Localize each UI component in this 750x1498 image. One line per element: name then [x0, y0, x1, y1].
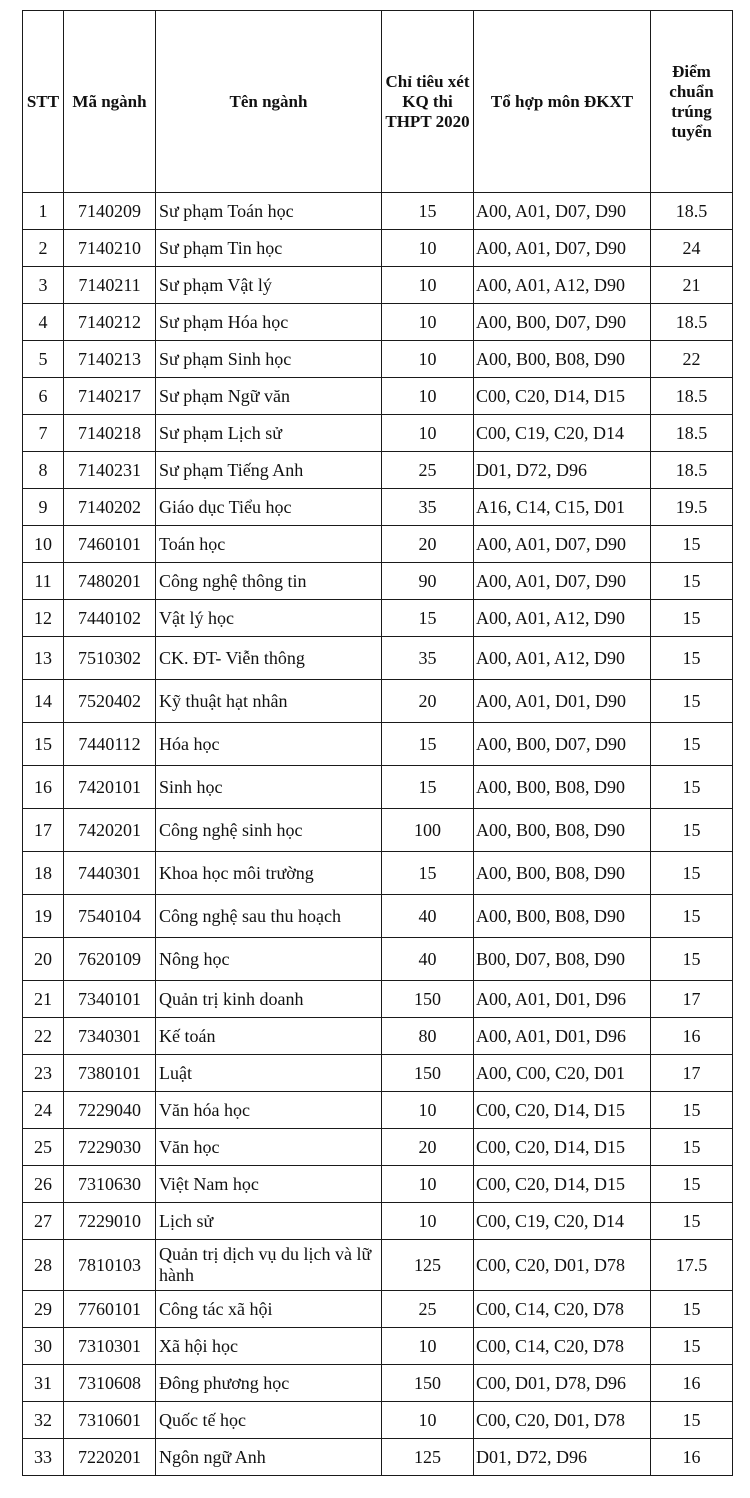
table-row — [23, 1092, 733, 1129]
cell-code: 7229030 — [64, 1129, 156, 1166]
cell-score: 15 — [651, 766, 733, 809]
cell-combo: C00, C14, C20, D78 — [474, 1328, 651, 1365]
cell-score: 17.5 — [651, 1240, 733, 1291]
table-row — [23, 938, 733, 981]
header-quota: Chỉ tiêu xét KQ thi THPT 2020 — [382, 11, 474, 193]
cell-name: Sư phạm Lịch sử — [156, 415, 382, 452]
table-row — [23, 1240, 733, 1291]
table-row — [23, 193, 733, 230]
cell-stt: 5 — [23, 341, 64, 378]
table-row — [23, 378, 733, 415]
table-row — [23, 267, 733, 304]
cell-name: Sư phạm Ngữ văn — [156, 378, 382, 415]
table-row — [23, 723, 733, 766]
cell-score: 15 — [651, 1291, 733, 1328]
cell-code: 7220201 — [64, 1439, 156, 1476]
cell-name: Nông học — [156, 938, 382, 981]
cell-stt: 22 — [23, 1018, 64, 1055]
cell-score: 15 — [651, 809, 733, 852]
cell-stt: 7 — [23, 415, 64, 452]
cell-quota: 90 — [382, 563, 474, 600]
cell-code: 7440112 — [64, 723, 156, 766]
cell-score: 24 — [651, 230, 733, 267]
cell-combo: A00, A01, A12, D90 — [474, 637, 651, 680]
cell-stt: 17 — [23, 809, 64, 852]
admission-score-table — [22, 10, 733, 1476]
cell-combo: A00, C00, C20, D01 — [474, 1055, 651, 1092]
cell-score: 15 — [651, 938, 733, 981]
cell-score: 15 — [651, 895, 733, 938]
cell-combo: A00, B00, D07, D90 — [474, 304, 651, 341]
table-row — [23, 341, 733, 378]
cell-stt: 16 — [23, 766, 64, 809]
cell-score: 18.5 — [651, 193, 733, 230]
cell-code: 7340101 — [64, 981, 156, 1018]
cell-name: Sư phạm Tiếng Anh — [156, 452, 382, 489]
cell-code: 7340301 — [64, 1018, 156, 1055]
cell-quota: 125 — [382, 1240, 474, 1291]
cell-quota: 20 — [382, 680, 474, 723]
table-row — [23, 415, 733, 452]
cell-quota: 150 — [382, 1365, 474, 1402]
cell-quota: 80 — [382, 1018, 474, 1055]
cell-name: Việt Nam học — [156, 1166, 382, 1203]
cell-name: Giáo dục Tiểu học — [156, 489, 382, 526]
cell-name: Công nghệ sinh học — [156, 809, 382, 852]
cell-combo: D01, D72, D96 — [474, 1439, 651, 1476]
cell-stt: 8 — [23, 452, 64, 489]
cell-code: 7510302 — [64, 637, 156, 680]
cell-score: 15 — [651, 852, 733, 895]
cell-quota: 10 — [382, 1328, 474, 1365]
cell-combo: C00, C20, D01, D78 — [474, 1240, 651, 1291]
cell-score: 18.5 — [651, 378, 733, 415]
table-body — [23, 193, 733, 1476]
cell-code: 7620109 — [64, 938, 156, 981]
cell-stt: 24 — [23, 1092, 64, 1129]
cell-score: 17 — [651, 1055, 733, 1092]
cell-quota: 10 — [382, 304, 474, 341]
cell-combo: C00, C14, C20, D78 — [474, 1291, 651, 1328]
cell-stt: 9 — [23, 489, 64, 526]
table-row — [23, 1328, 733, 1365]
cell-stt: 29 — [23, 1291, 64, 1328]
cell-quota: 10 — [382, 1166, 474, 1203]
header-row — [23, 11, 733, 193]
cell-name: Xã hội học — [156, 1328, 382, 1365]
cell-score: 15 — [651, 1166, 733, 1203]
cell-stt: 26 — [23, 1166, 64, 1203]
table-row — [23, 1365, 733, 1402]
table-row — [23, 563, 733, 600]
cell-code: 7810103 — [64, 1240, 156, 1291]
cell-code: 7440301 — [64, 852, 156, 895]
cell-score: 15 — [651, 600, 733, 637]
cell-code: 7540104 — [64, 895, 156, 938]
cell-quota: 150 — [382, 981, 474, 1018]
cell-stt: 13 — [23, 637, 64, 680]
cell-code: 7140212 — [64, 304, 156, 341]
cell-stt: 33 — [23, 1439, 64, 1476]
cell-score: 16 — [651, 1018, 733, 1055]
cell-stt: 21 — [23, 981, 64, 1018]
cell-code: 7310608 — [64, 1365, 156, 1402]
cell-quota: 25 — [382, 452, 474, 489]
table-row — [23, 809, 733, 852]
table-row — [23, 1439, 733, 1476]
cell-combo: C00, C20, D01, D78 — [474, 1402, 651, 1439]
cell-combo: A00, A01, A12, D90 — [474, 267, 651, 304]
cell-name: Lịch sử — [156, 1203, 382, 1240]
table-row — [23, 1291, 733, 1328]
table-row — [23, 1129, 733, 1166]
cell-score: 15 — [651, 563, 733, 600]
table-row — [23, 1166, 733, 1203]
table-row — [23, 489, 733, 526]
cell-quota: 15 — [382, 723, 474, 766]
cell-score: 16 — [651, 1439, 733, 1476]
cell-code: 7140213 — [64, 341, 156, 378]
cell-code: 7310301 — [64, 1328, 156, 1365]
cell-code: 7140211 — [64, 267, 156, 304]
cell-name: Ngôn ngữ Anh — [156, 1439, 382, 1476]
cell-combo: A00, B00, B08, D90 — [474, 895, 651, 938]
cell-stt: 4 — [23, 304, 64, 341]
cell-score: 15 — [651, 1129, 733, 1166]
cell-name: Sư phạm Toán học — [156, 193, 382, 230]
table-row — [23, 600, 733, 637]
cell-stt: 30 — [23, 1328, 64, 1365]
cell-code: 7140231 — [64, 452, 156, 489]
cell-combo: A16, C14, C15, D01 — [474, 489, 651, 526]
cell-stt: 18 — [23, 852, 64, 895]
cell-quota: 10 — [382, 267, 474, 304]
cell-quota: 40 — [382, 938, 474, 981]
cell-stt: 15 — [23, 723, 64, 766]
table-row — [23, 852, 733, 895]
header-combo: Tổ hợp môn ĐKXT — [474, 11, 651, 193]
cell-code: 7310630 — [64, 1166, 156, 1203]
cell-score: 16 — [651, 1365, 733, 1402]
cell-quota: 100 — [382, 809, 474, 852]
cell-score: 15 — [651, 1092, 733, 1129]
table-row — [23, 1402, 733, 1439]
table-row — [23, 637, 733, 680]
cell-stt: 23 — [23, 1055, 64, 1092]
cell-combo: A00, B00, B08, D90 — [474, 766, 651, 809]
table-row — [23, 1055, 733, 1092]
cell-code: 7420101 — [64, 766, 156, 809]
cell-quota: 15 — [382, 852, 474, 895]
cell-stt: 25 — [23, 1129, 64, 1166]
cell-code: 7229040 — [64, 1092, 156, 1129]
cell-combo: A00, A01, D07, D90 — [474, 193, 651, 230]
cell-stt: 3 — [23, 267, 64, 304]
table-row — [23, 452, 733, 489]
cell-combo: A00, B00, B08, D90 — [474, 341, 651, 378]
cell-code: 7380101 — [64, 1055, 156, 1092]
cell-name: Sư phạm Vật lý — [156, 267, 382, 304]
cell-name: Vật lý học — [156, 600, 382, 637]
cell-code: 7140217 — [64, 378, 156, 415]
cell-score: 15 — [651, 526, 733, 563]
cell-name: Kế toán — [156, 1018, 382, 1055]
table-row — [23, 895, 733, 938]
cell-name: Sư phạm Sinh học — [156, 341, 382, 378]
cell-code: 7760101 — [64, 1291, 156, 1328]
cell-name: Công tác xã hội — [156, 1291, 382, 1328]
cell-combo: C00, C20, D14, D15 — [474, 1129, 651, 1166]
cell-score: 18.5 — [651, 415, 733, 452]
cell-combo: A00, B00, B08, D90 — [474, 809, 651, 852]
table-row — [23, 981, 733, 1018]
cell-name: Văn học — [156, 1129, 382, 1166]
cell-quota: 150 — [382, 1055, 474, 1092]
cell-code: 7480201 — [64, 563, 156, 600]
cell-combo: A00, B00, B08, D90 — [474, 852, 651, 895]
table-row — [23, 1018, 733, 1055]
header-name: Tên ngành — [156, 11, 382, 193]
cell-combo: A00, A01, D07, D90 — [474, 563, 651, 600]
table-row — [23, 230, 733, 267]
cell-name: Kỹ thuật hạt nhân — [156, 680, 382, 723]
cell-stt: 14 — [23, 680, 64, 723]
cell-code: 7229010 — [64, 1203, 156, 1240]
cell-score: 15 — [651, 1402, 733, 1439]
cell-quota: 125 — [382, 1439, 474, 1476]
cell-combo: D01, D72, D96 — [474, 452, 651, 489]
cell-quota: 10 — [382, 1402, 474, 1439]
cell-stt: 19 — [23, 895, 64, 938]
cell-name: CK. ĐT- Viễn thông — [156, 637, 382, 680]
cell-combo: C00, D01, D78, D96 — [474, 1365, 651, 1402]
cell-name: Công nghệ sau thu hoạch — [156, 895, 382, 938]
cell-stt: 1 — [23, 193, 64, 230]
cell-score: 15 — [651, 723, 733, 766]
cell-stt: 32 — [23, 1402, 64, 1439]
header-score: Điểm chuẩn trúng tuyển — [651, 11, 733, 193]
cell-combo: A00, A01, A12, D90 — [474, 600, 651, 637]
cell-quota: 10 — [382, 230, 474, 267]
cell-name: Văn hóa học — [156, 1092, 382, 1129]
cell-name: Khoa học môi trường — [156, 852, 382, 895]
cell-stt: 12 — [23, 600, 64, 637]
table-row — [23, 526, 733, 563]
cell-combo: A00, A01, D01, D90 — [474, 680, 651, 723]
cell-combo: C00, C19, C20, D14 — [474, 415, 651, 452]
cell-combo: B00, D07, B08, D90 — [474, 938, 651, 981]
cell-stt: 31 — [23, 1365, 64, 1402]
cell-quota: 15 — [382, 600, 474, 637]
cell-score: 22 — [651, 341, 733, 378]
cell-combo: C00, C20, D14, D15 — [474, 1166, 651, 1203]
cell-name: Hóa học — [156, 723, 382, 766]
cell-name: Sư phạm Hóa học — [156, 304, 382, 341]
cell-quota: 10 — [382, 1092, 474, 1129]
cell-code: 7140210 — [64, 230, 156, 267]
cell-score: 21 — [651, 267, 733, 304]
cell-stt: 11 — [23, 563, 64, 600]
cell-stt: 6 — [23, 378, 64, 415]
cell-quota: 15 — [382, 766, 474, 809]
cell-name: Sinh học — [156, 766, 382, 809]
cell-stt: 27 — [23, 1203, 64, 1240]
cell-score: 15 — [651, 1328, 733, 1365]
table-row — [23, 766, 733, 809]
cell-code: 7520402 — [64, 680, 156, 723]
cell-name: Quản trị kinh doanh — [156, 981, 382, 1018]
header-stt: STT — [23, 11, 64, 193]
cell-code: 7140218 — [64, 415, 156, 452]
cell-combo: A00, A01, D01, D96 — [474, 981, 651, 1018]
cell-combo: A00, A01, D07, D90 — [474, 230, 651, 267]
cell-combo: C00, C20, D14, D15 — [474, 1092, 651, 1129]
table-row — [23, 1203, 733, 1240]
cell-quota: 10 — [382, 341, 474, 378]
cell-quota: 15 — [382, 193, 474, 230]
cell-combo: A00, B00, D07, D90 — [474, 723, 651, 766]
cell-combo: C00, C20, D14, D15 — [474, 378, 651, 415]
cell-quota: 10 — [382, 378, 474, 415]
table-row — [23, 304, 733, 341]
cell-code: 7140202 — [64, 489, 156, 526]
cell-combo: A00, A01, D07, D90 — [474, 526, 651, 563]
cell-name: Toán học — [156, 526, 382, 563]
cell-combo: C00, C19, C20, D14 — [474, 1203, 651, 1240]
cell-stt: 28 — [23, 1240, 64, 1291]
cell-stt: 20 — [23, 938, 64, 981]
cell-name: Công nghệ thông tin — [156, 563, 382, 600]
cell-code: 7310601 — [64, 1402, 156, 1439]
cell-quota: 10 — [382, 415, 474, 452]
cell-score: 18.5 — [651, 452, 733, 489]
cell-stt: 10 — [23, 526, 64, 563]
cell-score: 17 — [651, 981, 733, 1018]
cell-quota: 20 — [382, 526, 474, 563]
cell-code: 7420201 — [64, 809, 156, 852]
table-row — [23, 680, 733, 723]
cell-quota: 20 — [382, 1129, 474, 1166]
cell-score: 15 — [651, 637, 733, 680]
cell-score: 15 — [651, 1203, 733, 1240]
cell-code: 7440102 — [64, 600, 156, 637]
cell-quota: 25 — [382, 1291, 474, 1328]
cell-name: Quốc tế học — [156, 1402, 382, 1439]
cell-name: Sư phạm Tin học — [156, 230, 382, 267]
cell-score: 18.5 — [651, 304, 733, 341]
cell-name: Quản trị dịch vụ du lịch và lữ hành — [156, 1240, 382, 1291]
cell-combo: A00, A01, D01, D96 — [474, 1018, 651, 1055]
cell-code: 7460101 — [64, 526, 156, 563]
cell-stt: 2 — [23, 230, 64, 267]
cell-quota: 35 — [382, 489, 474, 526]
cell-name: Đông phương học — [156, 1365, 382, 1402]
header-code: Mã ngành — [64, 11, 156, 193]
cell-score: 19.5 — [651, 489, 733, 526]
cell-name: Luật — [156, 1055, 382, 1092]
cell-quota: 10 — [382, 1203, 474, 1240]
cell-quota: 40 — [382, 895, 474, 938]
cell-score: 15 — [651, 680, 733, 723]
cell-quota: 35 — [382, 637, 474, 680]
cell-code: 7140209 — [64, 193, 156, 230]
